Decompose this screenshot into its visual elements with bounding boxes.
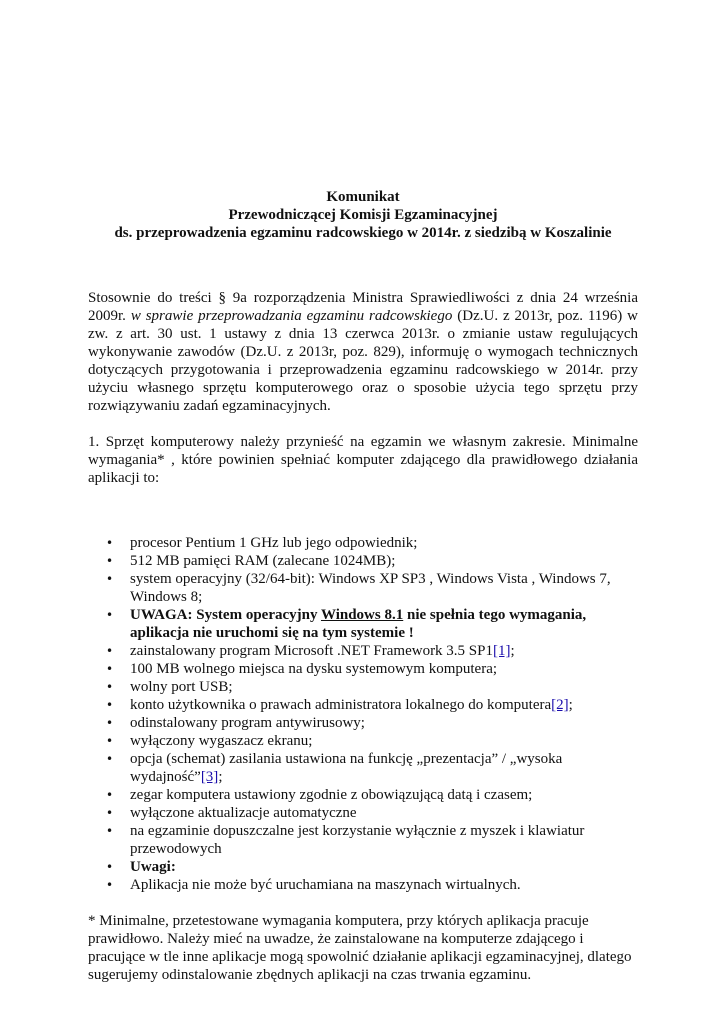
req-dotnet: zainstalowany program Microsoft .NET Framework 3.5 SP1	[130, 643, 493, 659]
footnote-link-3[interactable]: [3]	[200, 769, 219, 785]
bullet-icon: •	[106, 554, 114, 568]
intro-paragraph	[88, 289, 638, 415]
list-item	[88, 678, 638, 696]
warning-os-name: Windows 8.1	[320, 607, 404, 623]
header-title: Komunikat	[326, 189, 400, 205]
list-item	[88, 552, 638, 570]
list-item	[88, 822, 638, 858]
list-item	[88, 786, 638, 804]
req-admin: konto użytkownika o prawach administratora lokalnego do komputera	[130, 697, 552, 713]
bullet-icon: •	[106, 662, 114, 676]
intro-text-end: (Dz.U. z 2013r, poz. 1196) w zw. z art. 30 ust. 1 ustawy z dnia 13 czerwca 2013r. o zmianie ustaw regulujących wykonywanie zawodów (Dz.U. z 2013r, poz. 829), informuję o wymogach technicznych dotyczących przygotowania i przeprowadzenia egzaminu radcowskiego w 2014r. przy użyciu własnego sprzętu komputerowego oraz o sposobie użycia tego sprzętu przy rozwiązywaniu zadań egzaminacyjnych.	[88, 308, 639, 414]
req-ram: 512 MB pamięci RAM (zalecane 1024MB);	[130, 553, 396, 569]
intro-text-start: Stosownie do treści § 9a rozporządzenia Ministra Sprawiedliwości z dnia 24 września 2009r.	[88, 290, 638, 324]
list-item	[88, 732, 638, 750]
bullet-icon: •	[106, 806, 114, 820]
list-item	[88, 750, 638, 786]
bullet-icon: •	[106, 824, 114, 838]
list-item	[88, 606, 638, 642]
req-clock: zegar komputera ustawiony zgodnie z obowiązującą datą i czasem;	[130, 787, 533, 803]
req-os: system operacyjny (32/64-bit): Windows XP SP3 , Windows Vista , Windows 7, Windows 8;	[130, 571, 611, 605]
list-item	[88, 714, 638, 732]
req-updates: wyłączone aktualizacje automatyczne	[130, 805, 357, 821]
bullet-icon: •	[106, 860, 114, 874]
req-power: opcja (schemat) zasilania ustawiona na funkcję „prezentacja” / „wysoka wydajność”	[130, 751, 563, 785]
header-subject: ds. przeprowadzenia egzaminu radcowskiego w 2014r. z siedzibą w Koszalinie	[114, 225, 612, 241]
req-disk: 100 MB wolnego miejsca na dysku systemowym komputera;	[130, 661, 498, 677]
footnote-link-1[interactable]: [1]	[493, 643, 511, 659]
req-power-end: ;	[218, 769, 223, 785]
req-screensaver: wyłączony wygaszacz ekranu;	[130, 733, 313, 749]
list-item	[88, 570, 638, 606]
req-cpu: procesor Pentium 1 GHz lub jego odpowiednik;	[130, 535, 418, 551]
bullet-icon: •	[106, 680, 114, 694]
document-page	[88, 188, 638, 984]
req-remarks: Uwagi:	[130, 859, 176, 875]
bullet-icon: •	[106, 878, 114, 892]
req-dotnet-end: ;	[510, 643, 515, 659]
req-antivirus: odinstalowany program antywirusowy;	[130, 715, 365, 731]
warning-text: nie spełnia tego wymagania, aplikacja nie uruchomi się na tym systemie !	[130, 607, 587, 641]
bullet-icon: •	[106, 752, 114, 766]
list-item	[88, 804, 638, 822]
bullet-icon: •	[106, 572, 114, 586]
section-1-paragraph: 1. Sprzęt komputerowy należy przynieść na egzamin we własnym zakresie. Minimalne wymagania* , które powinien spełniać komputer zdającego dla prawidłowego działania aplikacji to:	[88, 434, 638, 486]
bullet-icon: •	[106, 716, 114, 730]
warning-label: UWAGA: System operacyjny	[130, 607, 321, 623]
req-usb: wolny port USB;	[130, 679, 233, 695]
footnote-paragraph: * Minimalne, przetestowane wymagania komputera, przy których aplikacja pracuje prawidłowo. Należy mieć na uwadze, że zainstalowane na komputerze zdającego i pracujące w tle inne aplikacje mogą spowolnić działanie aplikacji egzaminacyjnej, dlatego sugerujemy odinstalowanie zbędnych aplikacji na czas trwania egzaminu.	[88, 913, 632, 983]
footnote-link-2[interactable]: [2]	[551, 697, 569, 713]
document-header	[88, 188, 638, 242]
req-mouse: na egzaminie dopuszczalne jest korzystanie wyłącznie z myszek i klawiatur przewodowych	[130, 823, 585, 857]
bullet-icon: •	[106, 536, 114, 550]
intro-regulation-title: w sprawie przeprowadzania egzaminu radcowskiego	[130, 308, 453, 324]
req-admin-end: ;	[568, 697, 573, 713]
req-warning	[130, 607, 586, 641]
list-item	[88, 660, 638, 678]
bullet-icon: •	[106, 644, 114, 658]
bullet-icon: •	[106, 734, 114, 748]
bullet-icon: •	[106, 788, 114, 802]
list-item	[88, 876, 638, 894]
list-item	[88, 858, 638, 876]
requirements-list	[88, 534, 638, 894]
bullet-icon: •	[106, 698, 114, 712]
list-item	[88, 696, 638, 714]
header-issuer: Przewodniczącej Komisji Egzaminacyjnej	[228, 207, 498, 223]
req-virtual: Aplikacja nie może być uruchamiana na maszynach wirtualnych.	[130, 877, 521, 893]
list-item	[88, 534, 638, 552]
list-item	[88, 642, 638, 660]
bullet-icon: •	[106, 608, 114, 622]
